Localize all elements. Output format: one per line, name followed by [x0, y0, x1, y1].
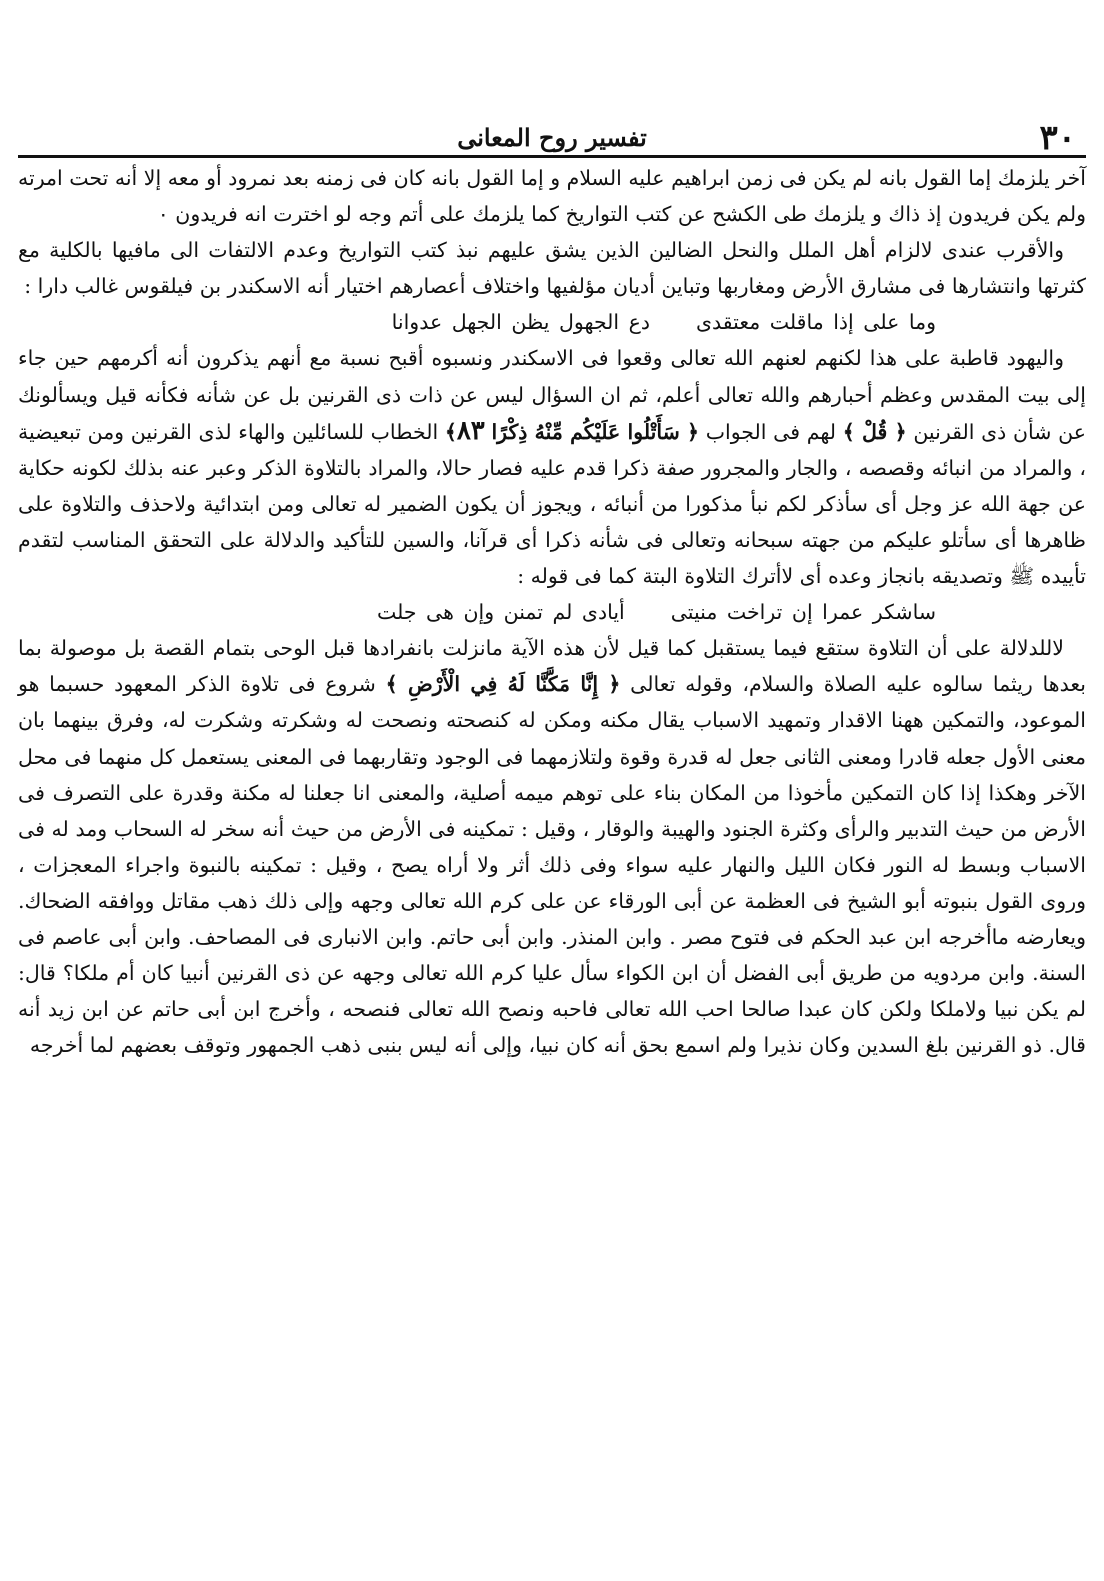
paragraph-1: آخر يلزمك إما القول بانه لم يكن فى زمن ابراهيم عليه السلام و إما القول بانه كان فى زمنه بعد نمرود أو معه إلا أنه تحت امرته ولم يكن فريدون إذ ذاك و يلزمك طى الكشح عن كتب التواريخ كما يلزمك على أتم وجه لو اخترت انه فريدون ٠: [18, 166, 1086, 227]
paragraph-4-text-a: لاللدلالة على أن التلاوة ستقع فيما يستقبل كما قيل لأن هذه الآية مانزلت بانفرادها قبل الوحى بتمام القصة بل موصولة بما بعدها ريثما سالوه عليه الصلاة والسلام، وقوله تعالى: [18, 636, 1086, 697]
quran-ayah-84: ﴿ إِنَّا مَكَّنَّا لَهُ فِي الْأَرْضِ ﴾: [385, 672, 621, 697]
ayah-number: ٨٣: [456, 415, 485, 446]
paragraph-4: [18, 630, 1086, 1063]
paragraph-4-text-b: شروع فى تلاوة الذكر المعهود حسبما هو الموعود، والتمكين ههنا الاقدار وتمهيد الاسباب يقال مكنه ومكن له كنصحته ونصحت له وشكرته وشكرت له، وفرق بينهما بان معنى الأول جعله قادرا ومعنى الثانى جعل له قدرة وقوة ولتلازمهما فى الوجود وتقاربهما فى المعنى يستعمل كل منهما فى محل الآخر وهكذا إذا كان التمكين مأخوذا من المكان بناء على توهم ميمه أصلية، والمعنى انا جعلنا له مكنة وقدرة على التصرف فى الأرض من حيث التدبير والرأى وكثرة الجنود والهيبة والوقار ، وقيل : تمكينه فى الأرض من حيث أنه سخر له السحاب ومد له فى الاسباب وبسط له النور فكان الليل والنهار عليه سواء وفى ذلك أثر ولا أراه يصح ، وقيل : تمكينه بالنبوة واجراء المعجزات ، وروى القول بنبوته أبو الشيخ فى العظمة عن أبى الورقاء عن على كرم الله تعالى وجهه وإلى ذلك ذهب مقاتل ووافقه الضحاك. ويعارضه ماأخرجه ابن عبد الحكم فى فتوح مصر . وابن المنذر. وابن أبى حاتم. وابن الانبارى فى المصاحف. وابن أبى عاصم فى السنة. وابن مردويه من طريق أبى الفضل أن ابن الكواء سأل عليا كرم الله تعالى وجهه عن ذى القرنين أنبيا كان أم ملكا؟ قال: لم يكن نبيا ولاملكا ولكن كان عبدا صالحا احب الله تعالى فاحبه ونصح الله تعالى فنصحه ، وأخرج ابن أبى حاتم عن ابن زيد أنه قال. ذو القرنين بلغ السدين وكان نذيرا ولم اسمع بحق أنه كان نبيا، وإلى أنه ليس بنبى ذهب الجمهور وتوقف بعضهم لما أخرجه: [18, 672, 1086, 1058]
verse-2-second-hemistich: أيادى لم تمنن وإن هى جلت: [376, 600, 625, 625]
book-title: تفسير روح المعانى: [457, 123, 647, 152]
ayah-close-bracket: ﴾: [444, 419, 457, 444]
verse-1-second-hemistich: دع الجهول يظن الجهل عدوانا: [391, 310, 650, 335]
verse-1-first-hemistich: وما على إذا ماقلت معتقدى: [696, 310, 936, 335]
quran-ayah-83: ﴿ سَأَتْلُوا عَلَيْكُم مِّنْهُ ذِكْرًا: [491, 419, 700, 444]
quran-word-qul: ﴿ قُلْ ﴾: [842, 419, 907, 444]
paragraph-3-text-b: لهم فى الجواب: [705, 419, 837, 444]
poetry-verse-2: [18, 594, 1086, 630]
paragraph-2: والأقرب عندى لالزام أهل الملل والنحل الضالين الذين يشق عليهم نبذ كتب التواريخ وعدم الالتفات الى مافيها بالكلية مع كثرتها وانتشارها فى مشارق الأرض ومغاربها وتباين أديان مؤلفيها واختلاف أعصارهم اختيار أنه الاسكندر بن فيلقوس غالب دارا :: [18, 238, 1086, 299]
commentary-body: [18, 160, 1086, 1063]
poetry-verse-1: [18, 304, 1086, 340]
paragraph-3: [18, 340, 1086, 594]
paragraph-3-text-a: واليهود قاطبة على هذا لكنهم لعنهم الله تعالى وقعوا فى الاسكندر ونسبوه أقبح نسبة مع أنهم يذكرون أنه أكرمهم حين جاء إلى بيت المقدس وعظم أحبارهم والله تعالى أعلم، ثم ان السؤال ليس عن ذات ذى القرنين بل عن شأنه فكأنه قيل ويسألونك عن شأن ذى القرنين: [18, 346, 1086, 444]
header-rule: [18, 155, 1086, 158]
page-header: [18, 118, 1086, 158]
page-number: ٣٠: [1039, 118, 1076, 158]
paragraph-3-text-c: الخطاب للسائلين والهاء لذى القرنين ومن تبعيضية ، والمراد من انبائه وقصصه ، والجار والمجرور صفة ذكرا قدم عليه فصار حالا، والمراد بالتلاوة الذكر وعبر عنه بذلك لكونه حكاية عن جهة الله عز وجل أى سأذكر لكم نبأ مذكورا من أنبائه ، ويجوز أن يكون الضمير له تعالى ومن ابتدائية ولاحذف والتلاوة على ظاهرها أى سأتلو عليكم من جهته سبحانه وتعالى فى شأنه ذكرا أى قرآنا، والسين للتأكيد والدلالة على التحقق المناسب لتقدم تأييده ﷺ وتصديقه بانجاز وعده أى لاأترك التلاوة البتة كما فى قوله :: [18, 419, 1086, 589]
verse-2-first-hemistich: ساشكر عمرا إن تراخت منيتى: [670, 600, 936, 625]
